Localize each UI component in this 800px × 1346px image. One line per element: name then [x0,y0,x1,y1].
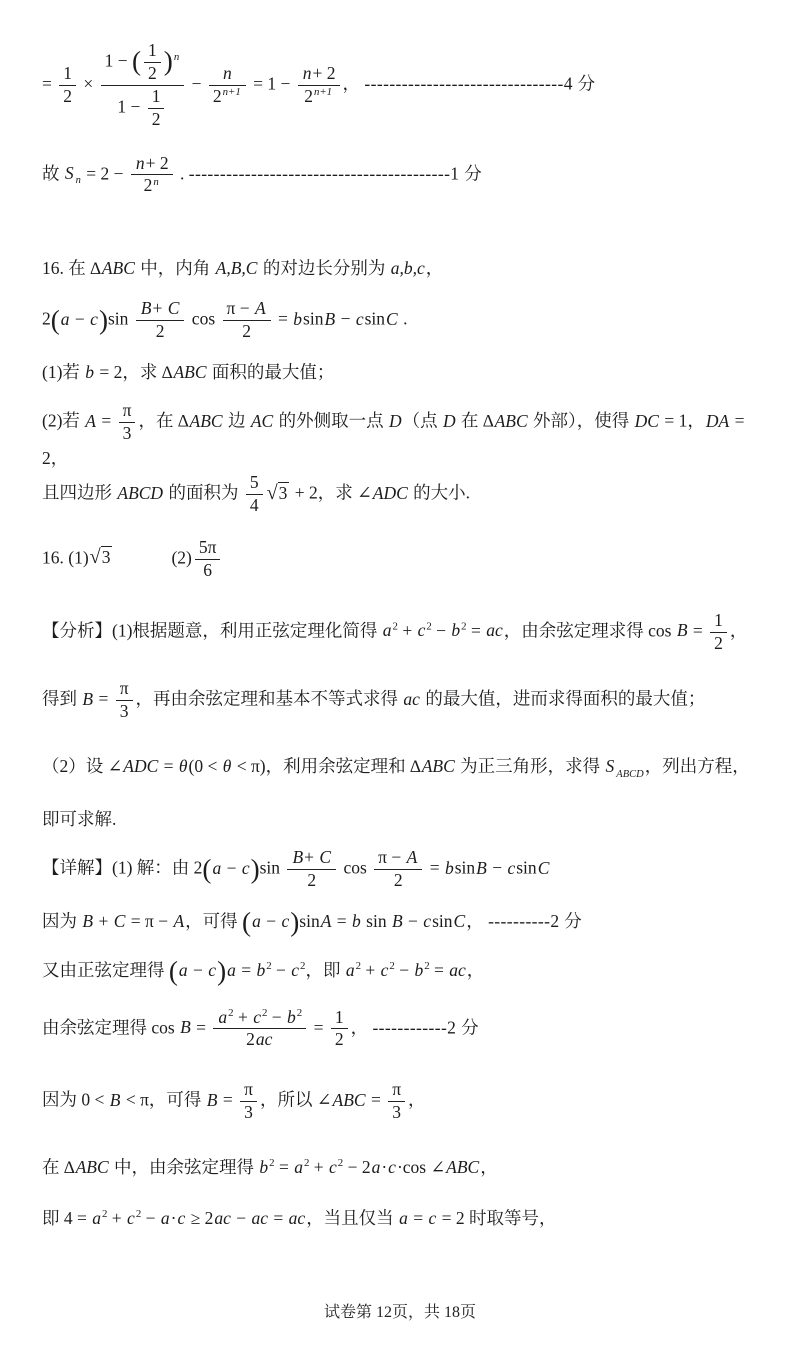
page-footer [0,1299,800,1322]
solution-step5: 因为 0 < B < π，可得 B = $\frac{\pi}{3}$ ，所以 ∠ABC = $\frac{\pi}{3}$ ， [42,1079,426,1123]
analysis-part1-cont: 得到 B = $\frac{\pi}{3}$ ，再由余弦定理和基本不等式求得 ac 的最大值，进而求得面积的最大值； [42,678,706,722]
page-number-text: 试卷第 12页，共 18页 [323,1304,476,1321]
solution-step6: 在 ∆ABC 中，由余弦定理得 $b^2 = a^2 + c^2 - 2a\cdot c\cdot\cos$ ∠ABC， [42,1157,498,1177]
solution-step4: 由余弦定理得 cos B = $\frac{a^2 + c^2 - b^2}{2ac}$ = $\frac{1}{2}$ ， ------------2 分 [42,1006,480,1050]
solution-step7: 即 $4 = a^2 + c^2 - a\cdot c \ge 2ac$ − ac = ac，当且仅当 a = c = 2 时取等号， [42,1208,557,1229]
problem-16-part1: (1)若 b = 2，求 ∆ABC 面积的最大值； [42,362,335,383]
problem-16-equation: 2(a − c)sin $\frac{B+ C}{2}$ cos $\frac{\pi - A}{2}$ = bsinB − csinC . [42,298,408,342]
problem-16-part2-cont: 且四边形 ABCD 的面积为 $\frac{5}{4}$ √3 + 2，求 ∠ADC 的大小. [42,472,471,515]
analysis-part2-cont: 即可求解. [42,809,117,830]
analysis-part2: （2）设 ∠ADC = θ(0 < θ < π)，利用余弦定理和 ∆ABC 为正三角形，求得 S $_{ABCD}$，列出方程， [42,756,750,780]
problem-16-part2: (2)若 A = $\frac{\pi}{3}$ ，在 ∆ABC 边 AC 的外侧取一点 D（点 D 在 ∆ABC 外部），使得 DC = 1，DA = 2， [42,400,745,468]
answer-16: 16. (1)√3 (2) $\frac{5\pi}{6}$ [42,537,762,582]
problem-16-statement: 16. 在 ∆ABC 中，内角 A,B,C 的对边长分别为 a,b,c， [42,258,444,279]
formula-sn-derivation: = $\frac{1}{2}$ × 1 − ( $\frac{1}{2}$ )$^n$ 1 − $\frac{1}{2}$ − $\frac{n}{2^{n+1}}$ = 1 − $\frac{n+ 2}{2^{n+1}}$ ， --------------------------------4 分 [42,40,596,129]
document-body [42,40,762,1232]
analysis-part1: 【分析】(1)根据题意，利用正弦定理化简得 $a^2 + c^2 - b^2$ = ac，由余弦定理求得 cos B = $\frac{1}{2}$ ， [42,609,748,653]
solution-step2: 因为 B + C = π − A，可得 (a − c)sinA = b sin B − csinC， ----------2 分 [42,906,583,937]
solution-step1: 【详解】(1) 解：由 2(a − c)sin $\frac{B+ C}{2}$ cos $\frac{\pi - A}{2}$ = bsinB − csinC [42,847,550,891]
formula-sn-result: 故 S $_n$ = 2 − $\frac{n+ 2}{2^n}$ . ------------------------------------------1 分 [42,152,483,196]
solution-step3: 又由正弦定理得 $(a - c)a = b^2 - c^2$，即 $a^2 + c^2 - b^2$ = ac， [42,956,485,987]
